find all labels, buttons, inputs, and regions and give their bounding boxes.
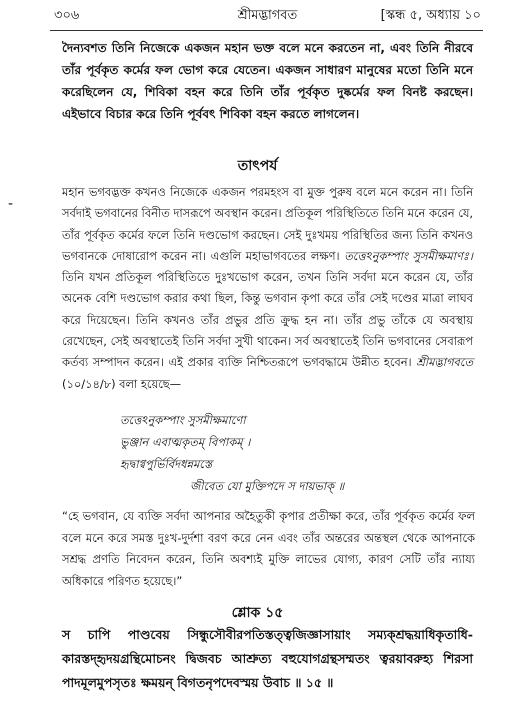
book-title: শ্রীমদ্ভাগবত — [237, 8, 298, 23]
verse-line: হৃদ্বাগ্বপুর্ভির্বিদধন্নমস্তে — [120, 457, 213, 471]
header-rule — [50, 30, 483, 31]
page-number: ৩০৬ — [54, 8, 80, 23]
purport-said: বলা হয়েছে— — [119, 376, 182, 391]
purport-part-1: মহান ভগবদ্ভক্ত কখনও নিজেকে একজন পরমহংস বা মুক্ত পুরুষ বলে মনে করেন না। তিনি সর্বদাই ভগবানের বিনীত দাসরূপে অবস্থান করেন। প্রতিকূল পরিস্থিতিতে তিনি মনে করেন যে, তাঁর পূর্বকৃত কর্মের ফলে তিনি দণ্ডভোগ করছেন। সেই দুঃখময় পরিস্থিতির জন্য তিনি কখনও ভগবানকে দোষারোপ করেন না। এগুলি মহাভাগবতের লক্ষণ। — [62, 185, 474, 263]
sloka-heading: শ্লোক ১৫ — [231, 605, 284, 621]
verse-line: ভুঞ্জান এবাত্মকৃতম্ বিপাকম্ । — [120, 435, 251, 449]
purport-part-2: তিনি যখন প্রতিকূল পরিস্থিতিতে দুঃখভোগ করেন, তখন তিনি সর্বদা মনে করেন যে, তাঁর অনেক বেশি দণ্ডভোগ করার কথা ছিল, কিন্তু ভগবান কৃপা করে তাঁর সেই দণ্ডের মাত্রা লাঘব করে দিয়েছেন। তিনি কখনও তাঁর প্রভুর প্রতি ক্রুদ্ধ হন না। তাঁর প্রভু তাঁকে যে অবস্থায় রেখেছেন, সেই অবস্থাতেই তিনি সর্বদা সুখী থাকেন। সর্ব অবস্থাতেই তিনি ভগবানের সেবারূপ কর্তব্য সম্পাদন করেন। এই প্রকার ব্যক্তি নিশ্চিতরূপে ভগবদ্ধামে উন্নীত হবেন। — [62, 270, 473, 370]
margin-mark: - — [8, 196, 14, 212]
quote-text: “হে ভগবান, যে ব্যক্তি সর্বদা আপনার অহৈতুকী কৃপার প্রতীক্ষা করে, তাঁর পূর্বকৃত কর্মের ফল বলে মনে করে সমস্ত দুঃখ-দুর্দশা বরণ করে নেন এবং তাঁর অন্তরের অন্তস্থল থেকে আপনাকে সশ্রদ্ধ প্রণতি নিবেদন করেন, তিনি অবশ্যই মুক্তি লাভের যোগ্য, কারণ সেটি তাঁর ন্যায্য অধিকারে পরিণত হয়েছে।” — [62, 509, 475, 588]
purport-italic-1: তত্তেঽনুকম্পাং সুসমীক্ষমাণঃ। — [344, 248, 474, 263]
verse-line: জীবেত যো মুক্তিপদে স দায়ভাক্ ॥ — [190, 479, 345, 493]
purport-italic-2: শ্রীমদ্ভাগবতে — [416, 355, 474, 370]
purport-text — [62, 182, 473, 395]
page-header — [54, 6, 481, 28]
purport-reference: (১০/১৪/৮) — [62, 376, 116, 391]
chapter-reference: [স্কন্ধ ৫, অধ্যায় ১০ — [380, 8, 481, 23]
verse-line: তত্তেঽনুকম্পাং সুসমীক্ষমাণো — [120, 413, 246, 427]
sanskrit-verse: স চাপি পাণ্ডবেয় সিন্ধুসৌবীরপতিস্তত্ত্বজিজ্ঞাসায়াং সম্যক্‌শ্রদ্ধয়াধিকৃতাধি-কারস্তদ্‌হৃদয়গ্রন্থিমোচনং দ্বিজবচ আশ্রুত্য বহুযোগগ্রন্থসম্মতং ত্বরয়াবরুহ্য শিরসা পাদমূলমুপসৃতঃ ক্ষময়ন্ বিগতনৃপদেবস্ময় উবাচ ॥ ১৫ ॥ — [62, 627, 473, 690]
translation-text: দৈন্যবশত তিনি নিজেকে একজন মহান ভক্ত বলে মনে করতেন না, এবং তিনি নীরবে তাঁর পূর্বকৃত কর্মের ফল ভোগ করে যেতেন। একজন সাধারণ মানুষের মতো তিনি মনে করেছিলেন যে, শিবিকা বহন করে তিনি তাঁর পূর্বকৃত দুষ্কর্মের ফল বিনষ্ট করছেন। এইভাবে বিচার করে তিনি পূর্ববৎ শিবিকা বহন করতে লাগলেন। — [62, 41, 473, 121]
purport-heading: তাৎপর্য — [237, 158, 278, 174]
